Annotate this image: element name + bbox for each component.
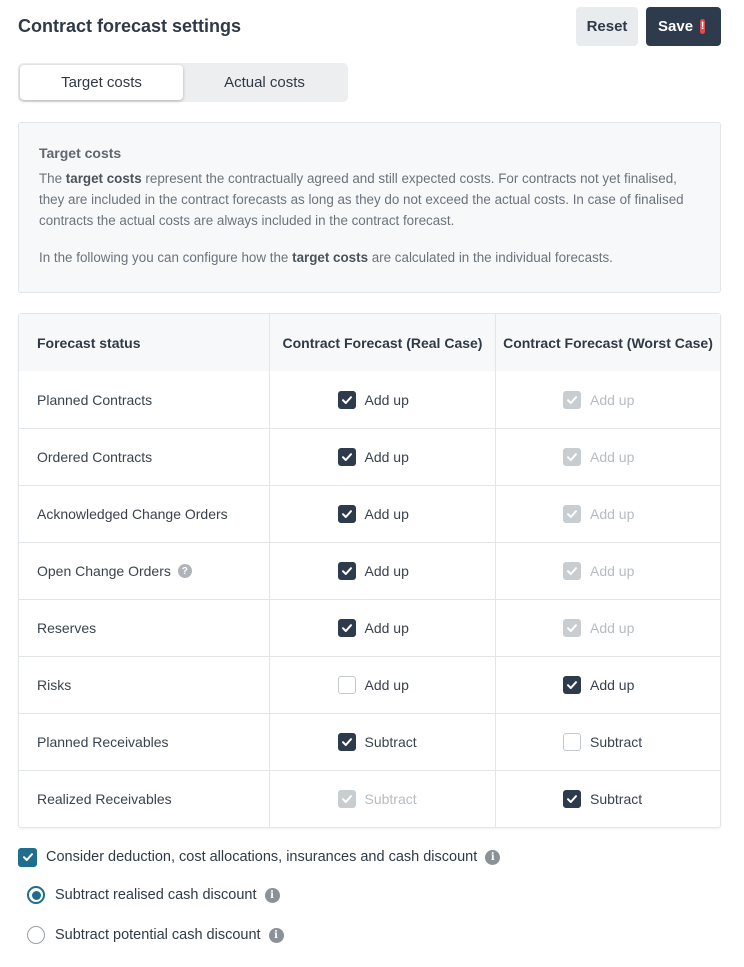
reset-button[interactable]: Reset <box>576 7 638 46</box>
forecast-status-label: Planned Receivables <box>37 734 169 750</box>
checkmark-icon <box>22 851 34 863</box>
real-case-checkbox-label: Add up <box>364 620 409 636</box>
worst-case-cell <box>496 371 720 428</box>
real-case-checkbox-label: Subtract <box>364 791 417 807</box>
real-case-cell <box>270 657 496 713</box>
checkmark-icon <box>566 508 578 520</box>
real-case-cell <box>270 771 496 827</box>
table-row <box>19 770 720 827</box>
forecast-status-cell <box>19 771 270 827</box>
info-p2-post: are calculated in the individual forecasts. <box>368 250 613 265</box>
checkmark-icon <box>566 451 578 463</box>
info-title: Target costs <box>39 145 122 161</box>
worst-case-checkbox-label: Subtract <box>590 734 643 750</box>
real-case-cell <box>270 714 496 770</box>
forecast-status-label: Planned Contracts <box>37 391 153 408</box>
forecast-status-cell <box>19 657 270 713</box>
forecast-status-cell <box>19 600 270 656</box>
info-paragraph-2 <box>39 247 700 268</box>
real-case-cell <box>270 543 496 599</box>
forecast-status-label: Realized Receivables <box>37 791 172 807</box>
checkmark-icon <box>341 622 353 634</box>
tab-actual-costs[interactable]: Actual costs <box>224 74 305 91</box>
table-row <box>19 485 720 542</box>
worst-case-option <box>563 619 653 637</box>
worst-case-checkbox <box>563 619 581 637</box>
info-p1-bold: target costs <box>65 171 142 186</box>
real-case-option[interactable] <box>338 505 428 523</box>
real-case-cell <box>270 429 496 485</box>
info-paragraph-1 <box>39 168 700 231</box>
real-case-checkbox[interactable] <box>338 676 356 694</box>
real-case-cell <box>270 486 496 542</box>
cash-discount-options <box>18 846 721 946</box>
real-case-option[interactable] <box>338 619 428 637</box>
info-p2-pre: In the following you can configure how the <box>39 250 293 265</box>
table-row <box>19 599 720 656</box>
checkmark-icon <box>341 508 353 520</box>
checkmark-icon <box>566 793 578 805</box>
table-body <box>19 371 720 827</box>
real-case-checkbox <box>338 790 356 808</box>
worst-case-cell <box>496 657 720 713</box>
consider-deduction-label: Consider deduction, cost allocations, insurances and cash discount <box>46 849 478 865</box>
worst-case-checkbox-label: Add up <box>590 677 635 693</box>
forecast-status-label: Open Change Orders <box>37 563 171 579</box>
forecast-status-label: Acknowledged Change Orders <box>37 506 228 522</box>
radio-option-potential[interactable] <box>27 924 721 946</box>
real-case-checkbox[interactable] <box>338 448 356 466</box>
forecast-status-label: Reserves <box>37 620 97 636</box>
worst-case-checkbox-label: Subtract <box>590 791 643 807</box>
header-forecast-status: Forecast status <box>19 314 270 371</box>
real-case-cell <box>270 600 496 656</box>
forecast-status-label: Ordered Contracts <box>37 449 153 465</box>
page-header <box>18 6 721 46</box>
worst-case-cell <box>496 486 720 542</box>
radio-realised-cash-discount[interactable] <box>27 886 45 904</box>
worst-case-option[interactable] <box>563 790 653 808</box>
worst-case-option <box>563 391 653 409</box>
radio-potential-label: Subtract potential cash discount <box>55 927 261 943</box>
forecast-status-table <box>18 313 721 828</box>
help-icon[interactable]: ? <box>178 564 192 578</box>
table-row <box>19 656 720 713</box>
header-actions <box>576 7 721 46</box>
checkmark-icon <box>566 394 578 406</box>
worst-case-checkbox <box>563 391 581 409</box>
real-case-checkbox[interactable] <box>338 505 356 523</box>
checkmark-icon <box>341 736 353 748</box>
checkmark-icon <box>341 451 353 463</box>
unsaved-alert-icon: ! <box>700 19 705 32</box>
forecast-status-label: Risks <box>37 677 72 693</box>
target-costs-info-box <box>18 122 721 293</box>
checkmark-icon <box>566 565 578 577</box>
checkmark-icon <box>566 679 578 691</box>
worst-case-checkbox-label: Add up <box>590 563 635 579</box>
checkmark-icon <box>341 565 353 577</box>
consider-deduction-checkbox[interactable] <box>18 848 37 867</box>
radio-option-realised[interactable] <box>27 884 721 906</box>
real-case-checkbox-label: Add up <box>364 449 409 465</box>
real-case-checkbox[interactable] <box>338 562 356 580</box>
table-row <box>19 713 720 770</box>
worst-case-cell <box>496 543 720 599</box>
worst-case-cell <box>496 771 720 827</box>
real-case-option[interactable] <box>338 676 428 694</box>
forecast-status-cell <box>19 371 270 428</box>
checkmark-icon <box>566 622 578 634</box>
worst-case-option <box>563 562 653 580</box>
worst-case-cell <box>496 714 720 770</box>
real-case-checkbox[interactable] <box>338 619 356 637</box>
radio-potential-cash-discount[interactable] <box>27 926 45 944</box>
worst-case-checkbox-label: Add up <box>590 620 635 636</box>
real-case-checkbox[interactable] <box>338 391 356 409</box>
table-header-row <box>19 314 720 371</box>
real-case-option[interactable] <box>338 733 428 751</box>
info-p1-post: represent the contractually agreed and still expected costs. For contracts not yet finalised, they are included in the contract forecasts as long as they do not exceed the actual costs. In case of finalised contracts the actual costs are always included in the contract forecast. <box>39 171 684 228</box>
real-case-option[interactable] <box>338 391 428 409</box>
real-case-checkbox-label: Add up <box>364 506 409 522</box>
real-case-option[interactable] <box>338 448 428 466</box>
table-row <box>19 542 720 599</box>
table-row <box>19 428 720 485</box>
worst-case-checkbox-label: Add up <box>590 391 635 408</box>
forecast-status-cell <box>19 486 270 542</box>
checkmark-icon <box>341 394 353 406</box>
worst-case-option[interactable] <box>563 733 653 751</box>
header-real-case: Contract Forecast (Real Case) <box>270 314 496 371</box>
info-p2-bold: target costs <box>292 250 369 265</box>
forecast-status-cell <box>19 543 270 599</box>
worst-case-checkbox <box>563 562 581 580</box>
info-icon[interactable]: i <box>265 888 280 903</box>
consider-deduction-option[interactable] <box>18 846 721 868</box>
real-case-checkbox-label: Add up <box>364 677 409 693</box>
info-icon[interactable]: i <box>269 928 284 943</box>
real-case-option[interactable] <box>338 562 428 580</box>
table-row <box>19 371 720 428</box>
real-case-option <box>338 790 428 808</box>
real-case-checkbox[interactable] <box>338 733 356 751</box>
page-title: Contract forecast settings <box>18 15 242 36</box>
worst-case-option <box>563 505 653 523</box>
worst-case-option[interactable] <box>563 676 653 694</box>
real-case-cell <box>270 371 496 428</box>
worst-case-checkbox-label: Add up <box>590 449 635 465</box>
worst-case-checkbox[interactable] <box>563 676 581 694</box>
header-worst-case: Contract Forecast (Worst Case) <box>503 334 713 351</box>
worst-case-cell <box>496 600 720 656</box>
info-p1-pre: The <box>39 171 66 186</box>
radio-realised-label: Subtract realised cash discount <box>55 887 257 903</box>
worst-case-checkbox <box>563 505 581 523</box>
real-case-checkbox-label: Subtract <box>364 734 417 750</box>
tab-target-costs[interactable]: Target costs <box>20 65 183 100</box>
worst-case-checkbox[interactable] <box>563 733 581 751</box>
save-button-label: Save <box>658 17 694 35</box>
forecast-status-cell <box>19 714 270 770</box>
worst-case-cell <box>496 429 720 485</box>
checkmark-icon <box>341 793 353 805</box>
worst-case-option <box>563 448 653 466</box>
forecast-status-cell <box>19 429 270 485</box>
real-case-checkbox-label: Add up <box>364 563 409 579</box>
worst-case-checkbox <box>563 448 581 466</box>
cost-type-tabs <box>18 63 348 102</box>
save-button[interactable] <box>646 7 721 46</box>
info-icon[interactable]: i <box>485 850 500 865</box>
worst-case-checkbox-label: Add up <box>590 506 635 522</box>
real-case-checkbox-label: Add up <box>364 391 409 408</box>
worst-case-checkbox[interactable] <box>563 790 581 808</box>
